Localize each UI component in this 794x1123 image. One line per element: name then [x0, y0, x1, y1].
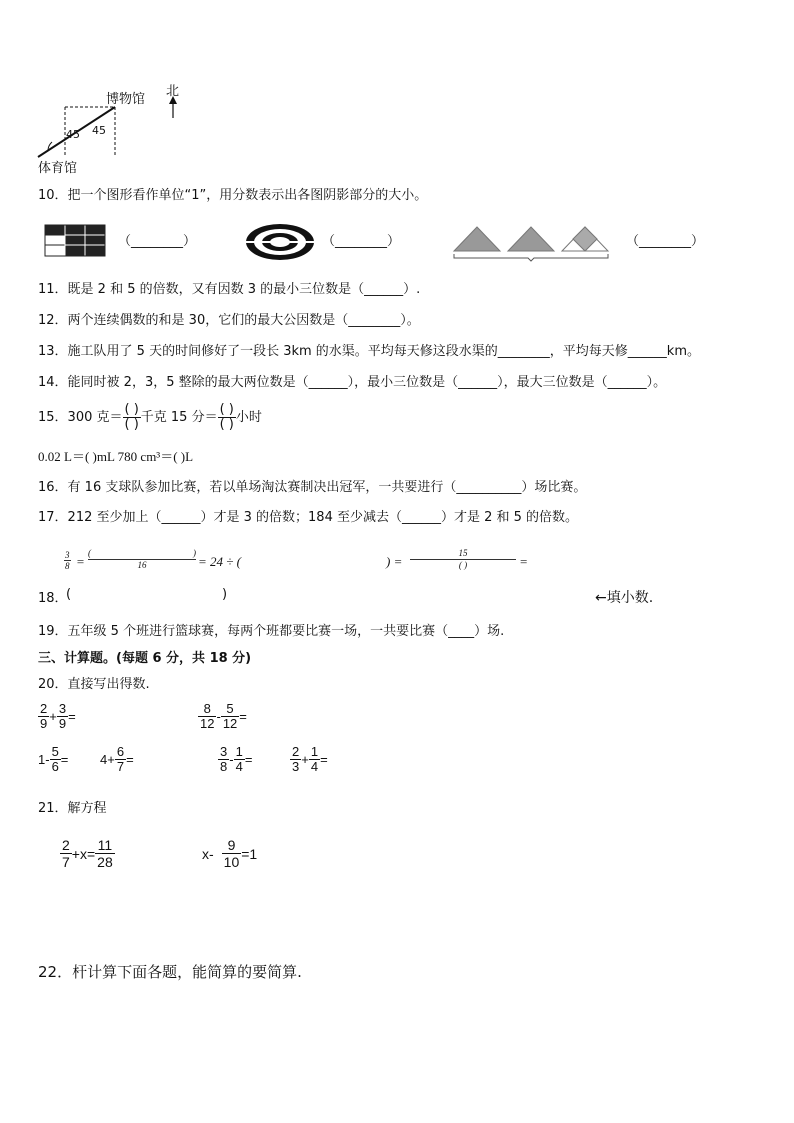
section-3-heading: 三、计算题。(每题 6 分，共 18 分)	[38, 651, 252, 666]
q15-num-2[interactable]: ( )	[219, 402, 234, 417]
numerator: 2	[292, 744, 300, 759]
q18-den-16: 16	[137, 560, 147, 570]
numerator: 5	[51, 744, 59, 759]
question-13: 13．施工队用了 5 天的时间修好了一段长 3km 的水渠。平均每天修这段水渠的________，平均每天修______km。	[38, 344, 700, 359]
frac	[234, 745, 245, 774]
question-11: 11．既是 2 和 5 的倍数，又有因数 3 的最小三位数是（______）.	[38, 282, 421, 297]
lead: x-	[202, 845, 214, 862]
equals: =	[60, 752, 69, 767]
frac	[95, 837, 115, 870]
numerator: 1	[235, 744, 243, 759]
q18-num-blank[interactable]	[88, 548, 196, 560]
q20-expr-1	[38, 702, 76, 731]
q15-fraction-2	[218, 403, 236, 432]
q20-expr-4	[100, 745, 134, 774]
frac	[60, 837, 72, 870]
question-10: 10．把一个图形看作单位“1”，用分数表示出各图阴影部分的大小。	[38, 188, 428, 203]
numerator: 3	[58, 701, 67, 716]
q15-den-2[interactable]: ( )	[219, 417, 234, 432]
q10-blank-2[interactable]: （________）	[322, 234, 401, 249]
q10-blank-1[interactable]: （________）	[118, 234, 197, 249]
mid: +x=	[71, 845, 96, 862]
equals: =	[320, 752, 328, 767]
museum-label: 博物馆	[106, 92, 146, 107]
q18-fraction-3-8	[64, 550, 71, 571]
q18-right: ) =	[386, 554, 403, 569]
numerator: 9	[222, 837, 242, 854]
denominator: 12	[200, 716, 215, 731]
question-17: 17．212 至少加上（______）才是 3 的倍数；184 至少减去（______）才是 2 和 5 的倍数。	[38, 510, 579, 525]
angle-label-1: 45	[66, 128, 80, 141]
q21-equation-1	[60, 837, 115, 870]
q18-num-close: )	[193, 548, 196, 558]
frac	[218, 745, 229, 774]
q18-paren-open[interactable]: (	[66, 587, 72, 602]
denominator: 7	[116, 759, 125, 774]
q15-unit-1: 千克 15 分＝	[140, 409, 218, 425]
q20-expr-5	[218, 745, 252, 774]
frac	[198, 702, 216, 731]
q10-blank-3[interactable]: （________）	[626, 234, 705, 249]
triangles-figure	[450, 224, 612, 262]
frac	[115, 745, 126, 774]
frac	[290, 745, 301, 774]
q18-num-open: (	[88, 548, 91, 558]
denominator: 28	[97, 854, 113, 870]
denominator: 7	[62, 854, 70, 870]
operator: +	[49, 709, 57, 724]
q18-eq-1: =	[76, 554, 85, 569]
q18-fraction-16	[88, 548, 196, 571]
question-22: 22．杆计算下面各题，能简算的要简算.	[38, 963, 302, 981]
numerator: 1	[310, 744, 319, 759]
question-21: 21．解方程	[38, 801, 107, 816]
frac	[309, 745, 320, 774]
frac	[57, 702, 68, 731]
equals: =	[68, 709, 76, 724]
q18-den-8: 8	[65, 561, 70, 571]
question-20: 20．直接写出得数.	[38, 677, 150, 692]
tail: =1	[241, 845, 258, 862]
q18-den-blank[interactable]: ( )	[458, 560, 468, 570]
q15-den-1[interactable]: ( )	[124, 417, 139, 432]
frac	[221, 702, 239, 731]
numerator: 2	[62, 837, 70, 853]
gym-label: 体育馆	[38, 161, 78, 176]
q18-eq-2: =	[520, 554, 528, 569]
equals: =	[126, 752, 134, 767]
ring-target-figure	[244, 222, 316, 262]
lead: 1-	[38, 752, 50, 767]
q21-equation-2	[202, 837, 257, 870]
denominator: 9	[58, 716, 67, 731]
operator: -	[216, 709, 221, 724]
frac	[38, 702, 49, 731]
q20-expr-6	[290, 745, 328, 774]
denominator: 6	[51, 759, 59, 774]
operator: -	[229, 752, 234, 767]
denominator: 4	[310, 759, 319, 774]
numerator: 2	[40, 701, 48, 716]
denominator: 3	[292, 759, 300, 774]
question-19: 19．五年级 5 个班进行篮球赛，每两个班都要比赛一场，一共要比赛（____）场.	[38, 624, 505, 639]
q18-num-15: 15	[410, 548, 516, 560]
lead: 4+	[100, 752, 115, 767]
q15-fraction-1	[123, 403, 141, 432]
q15-num-1[interactable]: ( )	[124, 402, 139, 417]
angle-label-2: 45	[92, 124, 106, 137]
numerator: 11	[95, 837, 115, 854]
question-16: 16．有 16 支球队参加比赛，若以单场淘汰赛制决出冠军，一共要进行（__________）场比赛。	[38, 480, 587, 495]
equals: =	[239, 709, 247, 724]
numerator: 5	[221, 702, 239, 717]
q15-line-2: 0.02 L＝( )mL 780 cm³＝( )L	[38, 449, 194, 464]
numerator: 3	[220, 744, 228, 759]
numerator: 8	[198, 702, 216, 717]
q20-expr-3	[38, 745, 68, 774]
question-12: 12．两个连续偶数的和是 30，它们的最大公因数是（________）。	[38, 313, 420, 328]
denominator: 4	[235, 759, 243, 774]
denominator: 10	[223, 854, 240, 870]
question-14: 14．能同时被 2，3，5 整除的最大两位数是（______），最小三位数是（______），最大三位数是（______）。	[38, 375, 667, 390]
q18-fraction-15	[410, 548, 516, 571]
denominator: 8	[220, 759, 228, 774]
q15-unit-2: 小时	[235, 409, 262, 425]
q20-expr-2	[198, 702, 247, 731]
question-15	[38, 403, 262, 432]
equals: =	[244, 752, 253, 767]
q18-mid: = 24 ÷ (	[198, 554, 241, 569]
north-label: 北	[166, 84, 180, 99]
frac	[50, 745, 61, 774]
denominator: 12	[222, 716, 238, 731]
operator: +	[301, 752, 309, 767]
q18-num-3: 3	[65, 550, 70, 560]
q18-label: 18．	[38, 591, 68, 606]
shaded-grid-figure	[44, 224, 106, 258]
frac	[222, 837, 242, 870]
q15-prefix: 15．300 克＝	[38, 409, 123, 425]
q18-paren-close: )	[222, 587, 228, 602]
numerator: 6	[116, 744, 125, 759]
q18-note: ←填小数.	[595, 590, 654, 606]
denominator: 9	[40, 716, 48, 731]
